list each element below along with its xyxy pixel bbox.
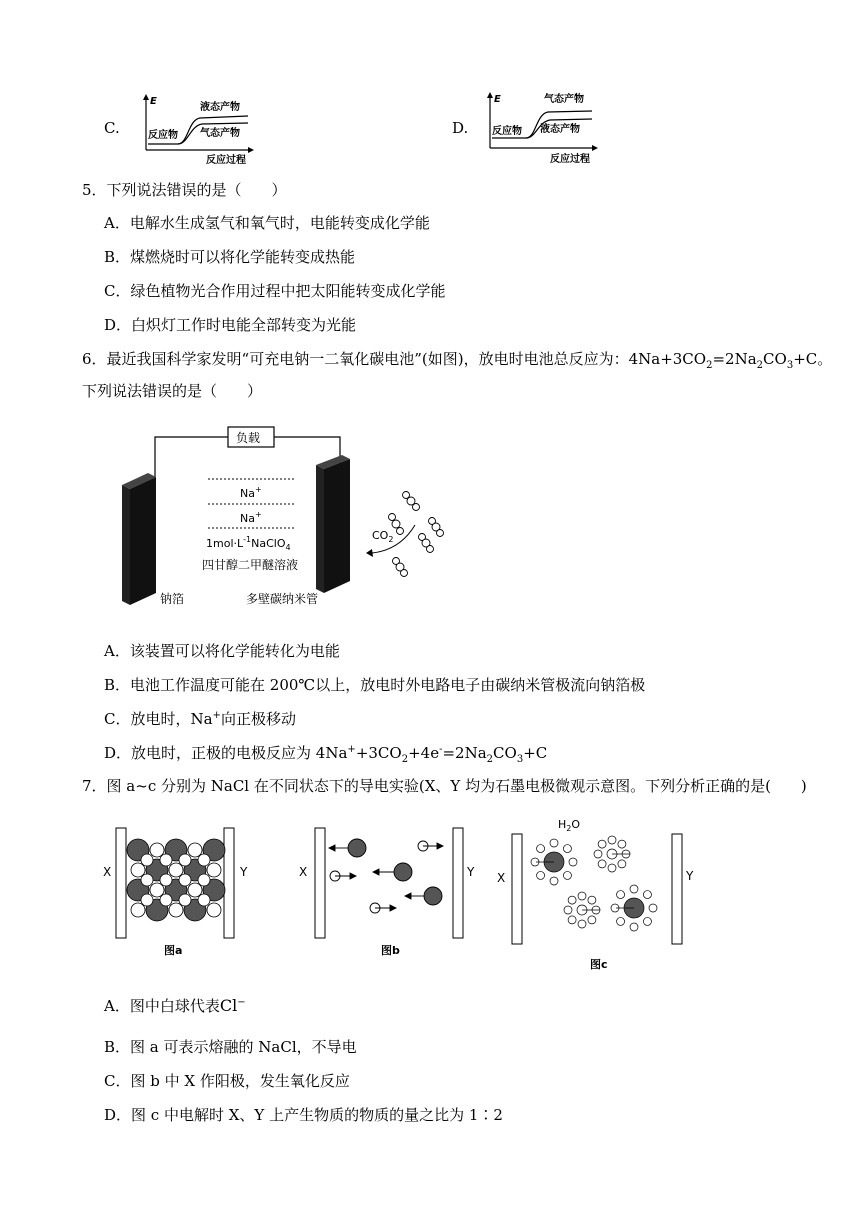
lattice-small-ion xyxy=(160,854,172,866)
ion-label-2: Na+ xyxy=(240,510,262,525)
water-molecule xyxy=(608,836,616,844)
water-molecule xyxy=(563,871,571,879)
lattice-small-ion xyxy=(198,854,210,866)
fig-c-y: Y xyxy=(686,869,694,883)
q5-stem: 5．下列说法错误的是（ ） xyxy=(82,181,287,199)
water-molecule xyxy=(598,840,606,848)
lattice-small-ion xyxy=(150,843,164,857)
right-electrode-label: 多壁碳纳米管 xyxy=(246,592,319,606)
water-molecule xyxy=(618,840,626,848)
lattice-small-ion xyxy=(169,903,183,917)
q4c-ylabel: E xyxy=(150,96,157,107)
water-molecule xyxy=(630,885,638,893)
left-electrode-label: 钠箔 xyxy=(160,592,185,606)
water-molecule xyxy=(550,839,558,847)
q4d-xlabel: 反应过程 xyxy=(550,154,590,165)
q7-figure-c xyxy=(494,812,704,977)
lattice-small-ion xyxy=(207,903,221,917)
water-molecule xyxy=(618,860,626,868)
electrolyte-label: $1mol\cdot L^{-1}NaClO_4$ xyxy=(206,535,291,552)
lattice-small-ion xyxy=(198,894,210,906)
co2-label: $CO_2$ xyxy=(372,529,394,544)
fig-b-caption: 图b xyxy=(381,944,400,957)
water-molecule xyxy=(649,904,657,912)
water-molecule xyxy=(578,892,586,900)
lattice-small-ion xyxy=(160,894,172,906)
q4d-left: 反应物 xyxy=(492,126,522,137)
lattice-small-ion xyxy=(179,854,191,866)
q6-option-c: C．放电时，Na+向正极移动 xyxy=(104,710,296,728)
fig-b-x: X xyxy=(299,865,308,879)
lattice-small-ion xyxy=(141,854,153,866)
q7-option-c: C．图 b 中 X 作阳极，发生氧化反应 xyxy=(104,1072,350,1090)
water-molecule xyxy=(594,850,602,858)
fig-a-y: Y xyxy=(240,865,248,879)
water-molecule xyxy=(564,906,572,914)
q6-option-b: B．电池工作温度可能在 200℃以上，放电时外电路电子由碳纳米管极流向钠箔极 xyxy=(104,676,646,694)
lattice-small-ion xyxy=(131,863,145,877)
q7-stem: 7．图 a~c 分别为 NaCl 在不同状态下的导电实验(X、Y 均为石墨电极微观示意图。下列分析正确的是( ) xyxy=(82,777,807,795)
lattice-small-ion xyxy=(207,863,221,877)
fig-c-caption: 图c xyxy=(590,958,608,971)
water-molecule xyxy=(608,864,616,872)
q6-option-d: D．放电时，正极的电极反应为 $4Na^++3CO_2+4e^-=2Na_2CO_3+C$ xyxy=(104,744,548,765)
lattice-small-ion xyxy=(150,883,164,897)
q5-option-c: C．绿色植物光合作用过程中把太阳能转变成化学能 xyxy=(104,282,446,300)
q4c-bottom: 气态产物 xyxy=(200,128,240,139)
q4c-top: 液态产物 xyxy=(200,102,240,113)
q4c-left: 反应物 xyxy=(148,130,178,141)
water-molecule xyxy=(588,896,596,904)
q6-stem-line2: 下列说法错误的是（ ） xyxy=(82,382,263,400)
q4d-ylabel: E xyxy=(494,94,501,105)
q4-option-d-diagram xyxy=(484,90,604,166)
lattice-small-ion xyxy=(160,874,172,886)
q6-option-a: A．该装置可以将化学能转化为电能 xyxy=(104,642,340,660)
fig-b-y: Y xyxy=(467,865,475,879)
q4d-top: 气态产物 xyxy=(544,94,584,105)
co2-molecules xyxy=(389,492,444,577)
water-molecule xyxy=(643,891,651,899)
water-molecule xyxy=(578,920,586,928)
lattice-small-ion xyxy=(141,874,153,886)
lattice-small-ion xyxy=(169,863,183,877)
q4c-xlabel: 反应过程 xyxy=(206,155,246,166)
ion-label-1: Na+ xyxy=(240,485,262,500)
q4-option-c-label: C. xyxy=(104,119,120,137)
load-label: 负载 xyxy=(236,431,261,445)
lattice-small-ion xyxy=(179,874,191,886)
q4-option-d-label: D. xyxy=(452,119,469,137)
lattice-small-ion xyxy=(131,903,145,917)
q7-option-d: D．图 c 中电解时 X、Y 上产生物质的物质的量之比为 1∶2 xyxy=(104,1106,503,1124)
water-molecule xyxy=(568,896,576,904)
fig-c-x: X xyxy=(497,871,506,885)
q6-stem-line1: 6．最近我国科学家发明“可充电钠一二氧化碳电池”(如图)，放电时电池总反应为：$4Na+3CO_2=2Na_2CO_3+C$。 xyxy=(82,350,833,371)
lattice-small-ion xyxy=(188,883,202,897)
q5-option-a: A．电解水生成氢气和氧气时，电能转变成化学能 xyxy=(104,214,430,232)
fig-a-caption: 图a xyxy=(164,944,183,957)
lattice-small-ion xyxy=(179,894,191,906)
q4d-bottom: 液态产物 xyxy=(540,124,580,135)
solvent-label: 四甘醇二甲醚溶液 xyxy=(202,558,299,572)
water-molecule xyxy=(537,845,545,853)
water-molecule xyxy=(537,871,545,879)
water-molecule xyxy=(643,917,651,925)
lattice-small-ion xyxy=(141,894,153,906)
fig-a-x: X xyxy=(103,865,112,879)
lattice-small-ion xyxy=(188,843,202,857)
q4-option-c-diagram xyxy=(140,92,260,166)
water-label: $H_2O$ xyxy=(558,818,581,833)
water-molecule xyxy=(568,916,576,924)
water-molecule xyxy=(617,917,625,925)
q7-option-a: A．图中白球代表Cl− xyxy=(104,996,246,1015)
q6-battery-figure xyxy=(110,425,470,615)
water-molecule xyxy=(630,923,638,931)
water-molecule xyxy=(550,877,558,885)
water-molecule xyxy=(563,845,571,853)
q5-option-d: D．白炽灯工作时电能全部转变为光能 xyxy=(104,316,357,334)
q7-option-b: B．图 a 可表示熔融的 NaCl，不导电 xyxy=(104,1038,357,1056)
water-molecule xyxy=(617,891,625,899)
water-molecule xyxy=(569,858,577,866)
q5-option-b: B．煤燃烧时可以将化学能转变成热能 xyxy=(104,248,356,266)
water-molecule xyxy=(588,916,596,924)
lattice-small-ion xyxy=(198,874,210,886)
water-molecule xyxy=(598,860,606,868)
q7-figure-a xyxy=(100,820,260,965)
q7-figure-b xyxy=(295,820,485,965)
